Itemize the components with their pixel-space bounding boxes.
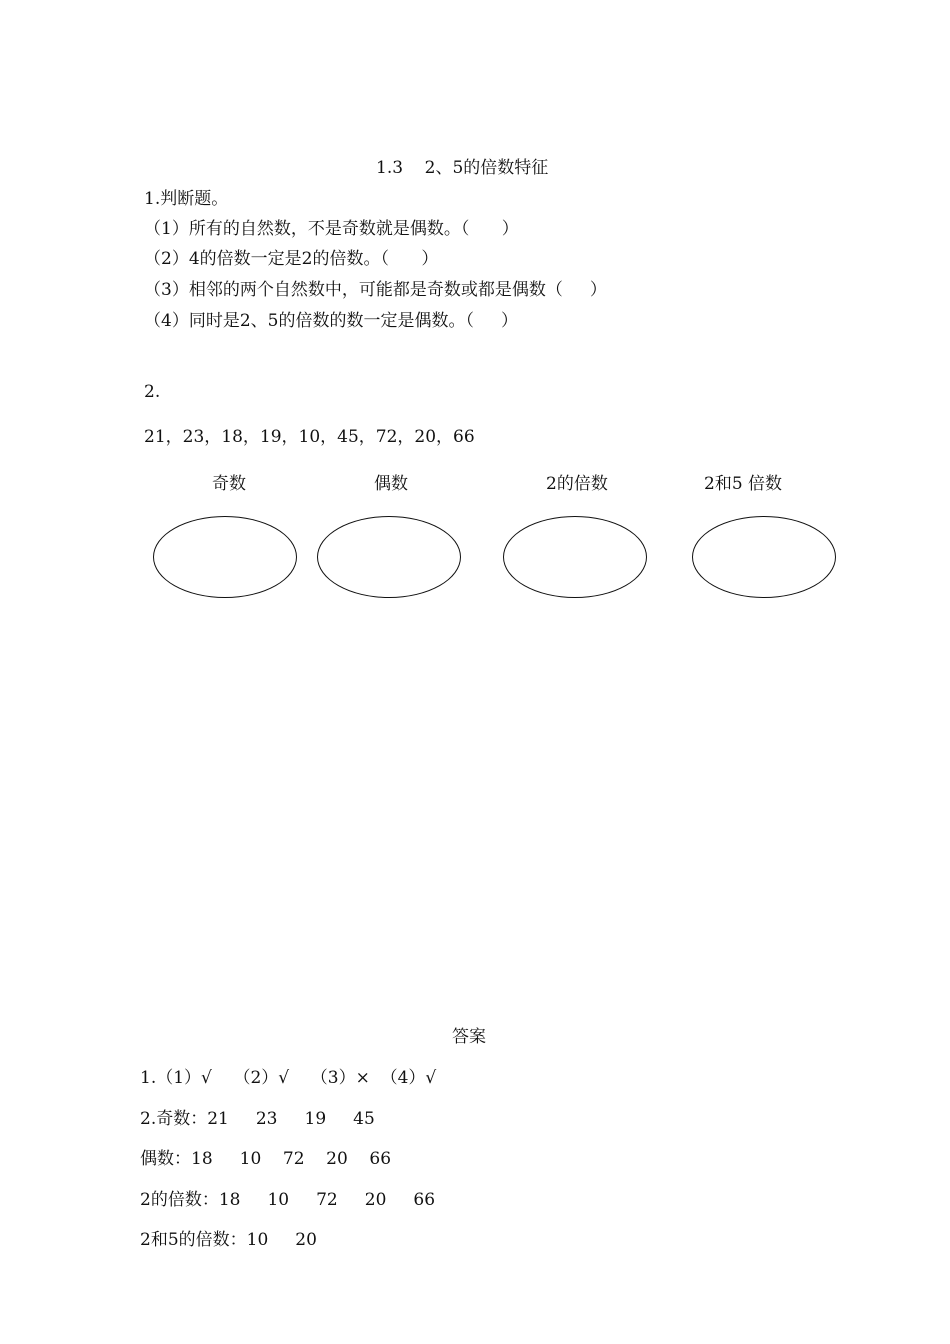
multiple-of-2-ellipse xyxy=(503,516,647,598)
q1-item-4: （4）同时是2、5的倍数的数一定是偶数。（ ） xyxy=(144,311,518,331)
label-odd: 奇数 xyxy=(212,474,246,494)
answers-heading: 答案 xyxy=(452,1027,486,1047)
q2-heading: 2. xyxy=(144,382,161,402)
q1-item-3: （3）相邻的两个自然数中，可能都是奇数或都是偶数（ ） xyxy=(144,280,607,300)
q1-item-2: （2）4的倍数一定是2的倍数。（ ） xyxy=(144,249,439,269)
answer-line-1: 1.（1）√ （2）√ （3）× （4）√ xyxy=(140,1068,437,1088)
q2-number-list: 21，23，18，19，10，45，72，20，66 xyxy=(144,427,475,447)
answer-line-2: 2.奇数：21 23 19 45 xyxy=(140,1109,375,1129)
answer-line-4: 2的倍数：18 10 72 20 66 xyxy=(140,1190,436,1210)
answer-line-3: 偶数：18 10 72 20 66 xyxy=(140,1149,392,1169)
odd-ellipse xyxy=(153,516,297,598)
label-multiple-of-2-and-5: 2和5 倍数 xyxy=(704,474,783,494)
label-multiple-of-2: 2的倍数 xyxy=(546,474,608,494)
even-ellipse xyxy=(317,516,461,598)
page-title: 1.3 2、5的倍数特征 xyxy=(376,158,549,178)
answer-line-5: 2和5的倍数：10 20 xyxy=(140,1230,317,1250)
q1-heading: 1.判断题。 xyxy=(144,189,229,209)
label-even: 偶数 xyxy=(374,474,408,494)
multiple-of-2-and-5-ellipse xyxy=(692,516,836,598)
q1-item-1: （1）所有的自然数，不是奇数就是偶数。（ ） xyxy=(144,219,519,239)
